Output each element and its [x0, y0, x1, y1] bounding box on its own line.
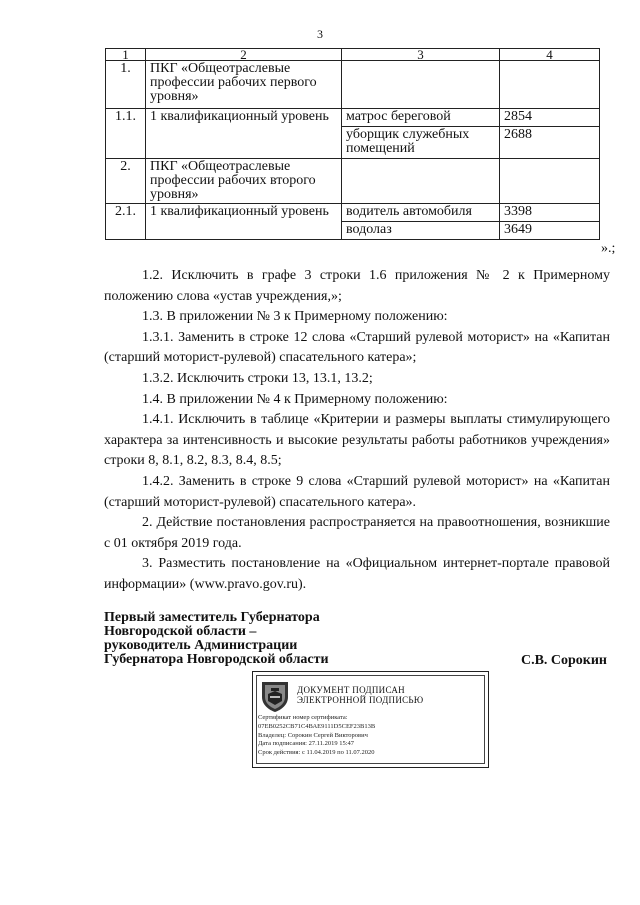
table-row [106, 61, 600, 109]
certificate-label: Сертификат номер сертификата: [258, 714, 348, 721]
paragraph: 1.2. Исключить в графе 3 строки 1.6 приложения № 2 к Примерному положению слова «устав учреждения,»; [104, 268, 610, 304]
table-header-cell: 3 [342, 49, 500, 61]
paragraph: 1.3.1. Заменить в строке 12 слова «Старший рулевой моторист» на «Капитан (старший моторист-рулевой) спасательного катера»; [104, 329, 610, 366]
row-number: 2. [106, 159, 146, 204]
row-number: 1.1. [106, 109, 146, 159]
certificate-owner: Владелец: Сорокин Сергей Викторович [258, 731, 368, 739]
certificate-validity: Срок действия: с 11.04.2019 по 11.07.2020 [258, 749, 375, 757]
page-number: 3 [317, 27, 323, 41]
position-cell [342, 61, 500, 109]
signatory-title [104, 611, 329, 667]
position-cell: матрос береговой [342, 109, 500, 127]
salary-cell [500, 159, 600, 204]
signatory-title-line: Первый заместитель Губернатора [104, 610, 320, 625]
position-cell [342, 159, 500, 204]
body-text [104, 266, 610, 596]
signatory-title-line: руководитель Администрации [104, 638, 298, 653]
salary-cell: 3398 [500, 204, 600, 222]
salary-cell: 2854 [500, 109, 600, 127]
table-header-row [106, 49, 600, 61]
group-cell: ПКГ «Общеотраслевые профессии рабочих второго уровня» [146, 159, 342, 204]
table-row [106, 159, 600, 204]
table-header-cell: 1 [106, 49, 146, 61]
coat-of-arms-icon [260, 679, 290, 713]
position-cell: уборщик служебных помещений [342, 127, 500, 159]
group-cell: ПКГ «Общеотраслевые профессии рабочих первого уровня» [146, 61, 342, 109]
salary-cell [500, 61, 600, 109]
paragraph: 1.3.2. Исключить строки 13, 13.1, 13.2; [142, 370, 373, 386]
paragraph: 1.3. В приложении № 3 к Примерному положению: [142, 309, 448, 325]
table-closing-quote: ».; [601, 241, 616, 256]
stamp-details [258, 714, 375, 758]
table-row [106, 204, 600, 222]
signatory-title-line: Губернатора Новгородской области [104, 652, 329, 667]
row-number: 2.1. [106, 204, 146, 240]
row-number: 1. [106, 61, 146, 109]
paragraph: 2. Действие постановления распространяется на правоотношения, возникшие с 01 октября 2019 года. [104, 515, 610, 551]
paragraph: 1.4. В приложении № 4 к Примерному положению: [142, 391, 448, 407]
paragraph: 1.4.2. Заменить в строке 9 слова «Старший рулевой моторист» на «Капитан (старший моторист-рулевой) спасательного катера». [104, 473, 610, 510]
e-signature-stamp [252, 671, 489, 768]
table-row [106, 109, 600, 127]
salary-cell: 2688 [500, 127, 600, 159]
paragraph: 1.4.1. Исключить в таблице «Критерии и размеры выплаты стимулирующего характера за интенсивность и высокие результаты работы работников учреждения» строки 8, 8.1, 8.2, 8.3, 8.4, 8.5; [104, 412, 610, 469]
group-cell: 1 квалификационный уровень [146, 109, 342, 159]
position-cell: водолаз [342, 222, 500, 240]
paragraph: 3. Разместить постановление на «Официальном интернет-портале правовой информации» (www.pravo.gov.ru). [104, 556, 610, 592]
table-header-cell: 2 [146, 49, 342, 61]
signatory-title-line: Новгородской области – [104, 624, 257, 639]
stamp-heading-line: ЭЛЕКТРОННОЙ ПОДПИСЬЮ [297, 695, 424, 705]
signatory-name: С.В. Сорокин [520, 653, 607, 668]
stamp-heading [297, 685, 423, 705]
stamp-heading-line: ДОКУМЕНТ ПОДПИСАН [297, 685, 405, 695]
position-cell: водитель автомобиля [342, 204, 500, 222]
signing-date: Дата подписания: 27.11.2019 15:47 [258, 740, 355, 748]
table-header-cell: 4 [500, 49, 600, 61]
group-cell: 1 квалификационный уровень [146, 204, 342, 240]
salary-cell: 3649 [500, 222, 600, 240]
salary-table [105, 48, 600, 240]
certificate-number: 07ЕВ0252СВ71С4ВАЕ9111D5CЕF23В13В [258, 722, 376, 730]
